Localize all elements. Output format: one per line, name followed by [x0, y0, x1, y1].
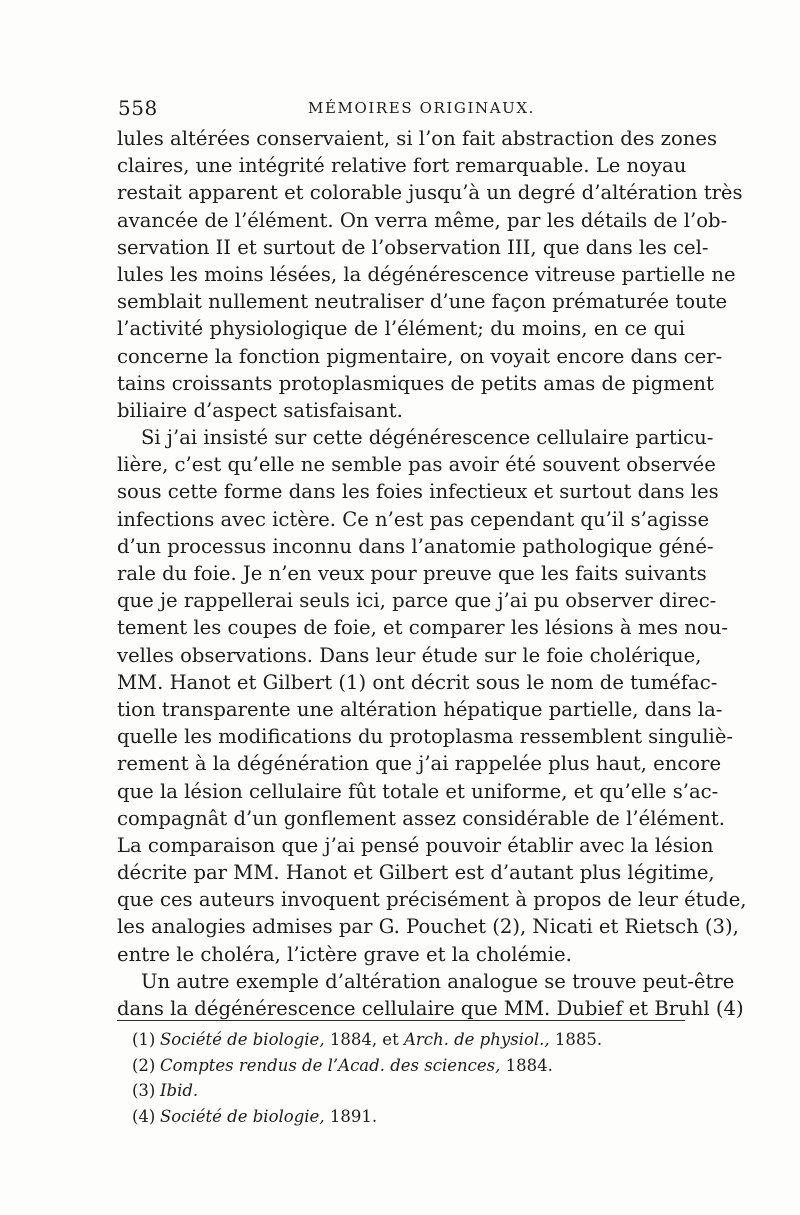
footnote [132, 1027, 672, 1053]
footnotes [132, 1027, 672, 1129]
text-line: d’un processus inconnu dans l’anatomie pathologique géné- [117, 534, 714, 558]
paragraph-start-line: Un autre exemple d’altération analogue se trouve peut-être [141, 969, 735, 993]
footnote-detail: 1885. [549, 1030, 603, 1049]
footnote-detail: 1891. [324, 1106, 378, 1126]
page-header [118, 96, 684, 122]
body-text [117, 125, 747, 1022]
text-line: concerne la fonction pigmentaire, on voyait encore dans cer- [117, 344, 723, 368]
text-line: que ces auteurs invoquent précisément à propos de leur étude, [117, 888, 747, 912]
footnote-number: (1) [132, 1030, 156, 1049]
text-line: avancée de l’élément. On verra même, par les détails de l’ob- [117, 208, 728, 232]
text-line: MM. Hanot et Gilbert (1) ont décrit sous le nom de tuméfac- [117, 670, 718, 694]
running-title: MÉMOIRES ORIGINAUX. [308, 99, 536, 117]
footnote-source: Ibid. [160, 1081, 199, 1100]
text-line: rement à la dégénération que j’ai rappelée plus haut, encore [117, 752, 722, 776]
text-line: velles observations. Dans leur étude sur le foie cholérique, [117, 643, 702, 667]
text-line: décrite par MM. Hanot et Gilbert est d’autant plus légitime, [117, 861, 715, 885]
text-line: entre le choléra, l’ictère grave et la cholémie. [117, 942, 572, 966]
text-line: compagnât d’un gonflement assez considérable de l’élément. [117, 806, 725, 830]
footnote-source: Société de biologie, [160, 1030, 325, 1049]
text-line: La comparaison que j’ai pensé pouvoir établir avec la lésion [117, 833, 714, 857]
footnote-source: Arch. de physiol., [403, 1030, 550, 1049]
footnote [132, 1053, 672, 1079]
text-line: que je rappellerai seuls ici, parce que j’ai pu observer direc- [117, 589, 717, 613]
text-line: lules altérées conservaient, si l’on fait abstraction des zones [117, 127, 718, 150]
text-line: tion transparente une altération hépatique partielle, dans la- [117, 697, 723, 721]
text-line: quelle les modifications du protoplasma ressemblent singuliè- [117, 725, 734, 749]
text-line: que la lésion cellulaire fût totale et uniforme, et qu’elle s’ac- [117, 779, 719, 803]
footnote-divider [117, 1020, 685, 1021]
paragraph-start-line: Si j’ai insisté sur cette dégénérescence cellulaire particu- [141, 426, 714, 450]
text-line: tains croissants protoplasmiques de petits amas de pigment [117, 371, 714, 395]
text-line: biliaire d’aspect satisfaisant. [117, 398, 403, 422]
text-line: claires, une intégrité relative fort remarquable. Le noyau [117, 154, 687, 178]
text-line: sous cette forme dans les foies infectieux et surtout dans les [117, 480, 719, 504]
footnote-source: Comptes rendus de l’Acad. des sciences, [160, 1055, 501, 1075]
text-line: restait apparent et colorable jusqu’à un degré d’altération très [117, 181, 743, 205]
text-line: servation II et surtout de l’observation III, que dans les cel- [117, 235, 709, 259]
footnote [132, 1104, 672, 1130]
text-line: semblait nullement neutraliser d’une façon prématurée toute [117, 290, 728, 314]
footnote-number: (4) [132, 1106, 156, 1126]
text-line: l’activité physiologique de l’élément; du moins, en ce qui [117, 317, 685, 341]
text-line: lules les moins lésées, la dégénérescence vitreuse partielle ne [117, 262, 736, 286]
text-line: les analogies admises par G. Pouchet (2), Nicati et Rietsch (3), [117, 915, 739, 939]
footnote-detail: 1884. [500, 1055, 553, 1075]
footnote [132, 1078, 672, 1104]
text-line: infections avec ictère. Ce n’est pas cependant qu’il s’agisse [117, 507, 710, 531]
footnote-detail: 1884, et [324, 1030, 404, 1049]
text-line: lière, c’est qu’elle ne semble pas avoir été souvent observée [117, 453, 716, 477]
footnote-source: Société de biologie, [160, 1106, 325, 1126]
footnote-number: (2) [132, 1055, 156, 1075]
text-line: rale du foie. Je n’en veux pour preuve que les faits suivants [117, 562, 707, 585]
page-number: 558 [118, 96, 158, 120]
text-line: tement les coupes de foie, et comparer les lésions à mes nou- [117, 616, 728, 640]
footnote-number: (3) [132, 1081, 156, 1100]
text-line: dans la dégénérescence cellulaire que MM. Dubief et Bruhl (4) [117, 997, 744, 1020]
